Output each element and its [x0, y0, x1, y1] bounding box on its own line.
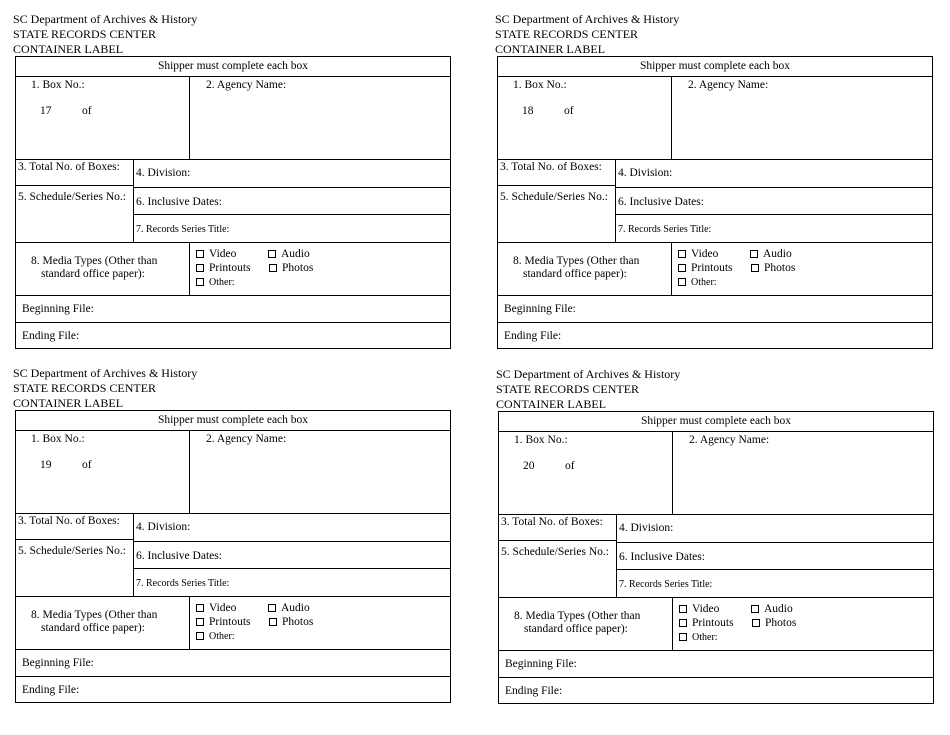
video-label: Video: [692, 603, 720, 615]
inclusive-dates-label: 6. Inclusive Dates:: [619, 551, 705, 563]
divider: [16, 159, 450, 160]
media-types-label: 8. Media Types (Other than: [514, 610, 641, 622]
divider: [16, 76, 450, 77]
other-checkbox[interactable]: [196, 630, 235, 643]
checkbox-icon: [196, 618, 204, 626]
divider: [672, 431, 673, 514]
divider: [499, 540, 616, 541]
other-label: Other:: [691, 277, 717, 288]
division-label: 4. Division:: [136, 167, 191, 179]
agency-name-label: 2. Agency Name:: [206, 433, 287, 445]
checkbox-icon: [679, 605, 687, 613]
agency-name-label: 2. Agency Name:: [688, 79, 769, 91]
records-series-title-label: 7. Records Series Title:: [619, 579, 713, 590]
divider: [672, 597, 673, 650]
container-label: [496, 367, 936, 697]
division-label: 4. Division:: [619, 522, 674, 534]
divider: [16, 676, 450, 677]
schedule-series-label: 5. Schedule/Series No.:: [500, 191, 608, 203]
ending-file-label: Ending File:: [22, 330, 80, 342]
other-checkbox[interactable]: [679, 631, 718, 644]
other-checkbox[interactable]: [196, 276, 235, 289]
divider: [16, 539, 133, 540]
video-label: Video: [209, 602, 237, 614]
media-types-label-cont: standard office paper):: [41, 622, 145, 634]
other-label: Other:: [209, 277, 235, 288]
divider: [499, 650, 933, 651]
department-name: SC Department of Archives & History: [495, 12, 680, 26]
label-title: CONTAINER LABEL: [495, 42, 606, 56]
agency-name-label: 2. Agency Name:: [689, 434, 770, 446]
shipper-instruction: Shipper must complete each box: [157, 60, 309, 72]
total-boxes-label: 3. Total No. of Boxes:: [500, 161, 602, 173]
records-center-name: STATE RECORDS CENTER: [495, 27, 639, 41]
ending-file-label: Ending File:: [505, 685, 563, 697]
media-types-label: 8. Media Types (Other than: [31, 609, 158, 621]
box-of-label: of: [82, 459, 92, 471]
divider: [498, 159, 932, 160]
shipper-instruction: Shipper must complete each box: [639, 60, 791, 72]
divider: [189, 242, 190, 295]
audio-checkbox[interactable]: [268, 602, 310, 615]
shipper-instruction: Shipper must complete each box: [157, 414, 309, 426]
video-checkbox[interactable]: [196, 248, 236, 261]
ending-file-label: Ending File:: [22, 684, 80, 696]
divider: [16, 295, 450, 296]
photos-checkbox[interactable]: [751, 262, 795, 275]
media-types-label-cont: standard office paper):: [523, 268, 627, 280]
video-checkbox[interactable]: [678, 248, 718, 261]
divider: [133, 159, 134, 242]
divider: [189, 596, 190, 649]
divider: [671, 242, 672, 295]
audio-checkbox[interactable]: [751, 603, 793, 616]
checkbox-icon: [751, 264, 759, 272]
checkbox-icon: [268, 604, 276, 612]
checkbox-icon: [678, 278, 686, 286]
audio-checkbox[interactable]: [750, 248, 792, 261]
agency-name-label: 2. Agency Name:: [206, 79, 287, 91]
division-label: 4. Division:: [136, 521, 191, 533]
label-form-box: [15, 410, 451, 703]
records-series-title-label: 7. Records Series Title:: [136, 224, 230, 235]
checkbox-icon: [679, 619, 687, 627]
schedule-series-label: 5. Schedule/Series No.:: [18, 545, 126, 557]
photos-label: Photos: [765, 617, 797, 629]
checkbox-icon: [196, 604, 204, 612]
printouts-checkbox[interactable]: [196, 616, 251, 629]
video-label: Video: [209, 248, 237, 260]
media-types-label: 8. Media Types (Other than: [513, 255, 640, 267]
divider: [133, 541, 450, 542]
department-name: SC Department of Archives & History: [13, 366, 198, 380]
divider: [189, 430, 190, 513]
label-title: CONTAINER LABEL: [13, 396, 124, 410]
video-checkbox[interactable]: [196, 602, 236, 615]
photos-label: Photos: [282, 262, 314, 274]
schedule-series-label: 5. Schedule/Series No.:: [501, 546, 609, 558]
divider: [189, 76, 190, 159]
box-no-label: 1. Box No.:: [31, 79, 85, 91]
audio-checkbox[interactable]: [268, 248, 310, 261]
records-series-title-label: 7. Records Series Title:: [136, 578, 230, 589]
container-label: [495, 12, 935, 342]
divider: [133, 214, 450, 215]
checkbox-icon: [268, 250, 276, 258]
records-center-name: STATE RECORDS CENTER: [13, 27, 157, 41]
divider: [16, 430, 450, 431]
shipper-instruction: Shipper must complete each box: [640, 415, 792, 427]
divider: [498, 322, 932, 323]
printouts-checkbox[interactable]: [679, 617, 734, 630]
records-center-name: STATE RECORDS CENTER: [496, 382, 640, 396]
inclusive-dates-label: 6. Inclusive Dates:: [618, 196, 704, 208]
other-label: Other:: [209, 631, 235, 642]
printouts-checkbox[interactable]: [196, 262, 251, 275]
printouts-label: Printouts: [209, 616, 251, 628]
checkbox-icon: [751, 605, 759, 613]
divider: [16, 322, 450, 323]
beginning-file-label: Beginning File:: [504, 303, 576, 315]
divider: [499, 677, 933, 678]
divider: [16, 242, 450, 243]
printouts-label: Printouts: [691, 262, 733, 274]
photos-checkbox[interactable]: [269, 616, 313, 629]
photos-checkbox[interactable]: [269, 262, 313, 275]
box-no-label: 1. Box No.:: [513, 79, 567, 91]
division-label: 4. Division:: [618, 167, 673, 179]
checkbox-icon: [752, 619, 760, 627]
container-label: [13, 366, 453, 696]
divider: [498, 295, 932, 296]
box-of-label: of: [564, 105, 574, 117]
divider: [498, 242, 932, 243]
label-title: CONTAINER LABEL: [13, 42, 124, 56]
printouts-label: Printouts: [692, 617, 734, 629]
box-no-label: 1. Box No.:: [31, 433, 85, 445]
beginning-file-label: Beginning File:: [22, 303, 94, 315]
beginning-file-label: Beginning File:: [505, 658, 577, 670]
photos-checkbox[interactable]: [752, 617, 796, 630]
video-label: Video: [691, 248, 719, 260]
total-boxes-label: 3. Total No. of Boxes:: [18, 161, 120, 173]
box-number-value[interactable]: 18: [522, 105, 534, 117]
label-form-box: [497, 56, 933, 349]
printouts-checkbox[interactable]: [678, 262, 733, 275]
checkbox-icon: [196, 264, 204, 272]
checkbox-icon: [678, 264, 686, 272]
divider: [498, 76, 932, 77]
divider: [133, 513, 134, 596]
other-label: Other:: [692, 632, 718, 643]
divider: [16, 596, 450, 597]
box-of-label: of: [82, 105, 92, 117]
divider: [133, 568, 450, 569]
checkbox-icon: [750, 250, 758, 258]
ending-file-label: Ending File:: [504, 330, 562, 342]
checkbox-icon: [196, 632, 204, 640]
total-boxes-label: 3. Total No. of Boxes:: [18, 515, 120, 527]
total-boxes-label: 3. Total No. of Boxes:: [501, 516, 603, 528]
schedule-series-label: 5. Schedule/Series No.:: [18, 191, 126, 203]
video-checkbox[interactable]: [679, 603, 719, 616]
media-types-label: 8. Media Types (Other than: [31, 255, 158, 267]
divider: [498, 185, 615, 186]
box-of-label: of: [565, 460, 575, 472]
divider: [616, 542, 933, 543]
divider: [16, 513, 450, 514]
media-types-label-cont: standard office paper):: [524, 623, 628, 635]
divider: [499, 597, 933, 598]
box-number-value[interactable]: 17: [40, 105, 52, 117]
photos-label: Photos: [282, 616, 314, 628]
label-title: CONTAINER LABEL: [496, 397, 607, 411]
label-form-box: [15, 56, 451, 349]
divider: [16, 185, 133, 186]
checkbox-icon: [269, 264, 277, 272]
audio-label: Audio: [281, 248, 310, 260]
other-checkbox[interactable]: [678, 276, 717, 289]
divider: [671, 76, 672, 159]
records-series-title-label: 7. Records Series Title:: [618, 224, 712, 235]
box-number-value[interactable]: 19: [40, 459, 52, 471]
media-types-label-cont: standard office paper):: [41, 268, 145, 280]
box-no-label: 1. Box No.:: [514, 434, 568, 446]
records-center-name: STATE RECORDS CENTER: [13, 381, 157, 395]
divider: [615, 159, 616, 242]
label-form-box: [498, 411, 934, 704]
checkbox-icon: [196, 250, 204, 258]
audio-label: Audio: [763, 248, 792, 260]
divider: [499, 431, 933, 432]
checkbox-icon: [678, 250, 686, 258]
divider: [616, 514, 617, 597]
department-name: SC Department of Archives & History: [496, 367, 681, 381]
box-number-value[interactable]: 20: [523, 460, 535, 472]
divider: [615, 187, 932, 188]
container-label: [13, 12, 453, 342]
checkbox-icon: [196, 278, 204, 286]
beginning-file-label: Beginning File:: [22, 657, 94, 669]
divider: [133, 187, 450, 188]
inclusive-dates-label: 6. Inclusive Dates:: [136, 196, 222, 208]
photos-label: Photos: [764, 262, 796, 274]
checkbox-icon: [269, 618, 277, 626]
checkbox-icon: [679, 633, 687, 641]
divider: [16, 649, 450, 650]
department-name: SC Department of Archives & History: [13, 12, 198, 26]
divider: [499, 514, 933, 515]
divider: [616, 569, 933, 570]
inclusive-dates-label: 6. Inclusive Dates:: [136, 550, 222, 562]
audio-label: Audio: [281, 602, 310, 614]
audio-label: Audio: [764, 603, 793, 615]
printouts-label: Printouts: [209, 262, 251, 274]
divider: [615, 214, 932, 215]
